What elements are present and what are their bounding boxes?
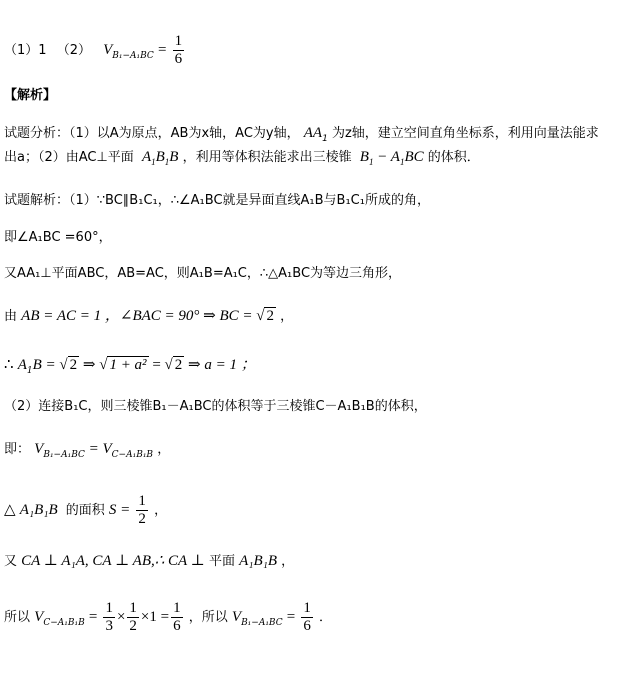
s8-abb: A₁B₁B <box>19 502 58 518</box>
s4-math: AB = AC = 1 ，∠BAC = 90° ⇒ BC = <box>21 308 257 324</box>
analysis-plane: $A_1B_1B$ <box>141 149 179 167</box>
solution-line-10 <box>4 600 332 635</box>
answer-fraction-denominator: 6 <box>174 51 183 67</box>
s4-end: ， <box>280 309 294 324</box>
s10-mid: ，所以 <box>188 610 228 625</box>
s10-frac-1: $\frac{1}{3}$ <box>105 600 113 634</box>
s9-end: ， <box>281 554 295 569</box>
s10-frac-3: $\frac{1}{6}$ <box>173 600 181 634</box>
s10-sub2: B₁−A₁BC <box>241 618 283 628</box>
answer-part1: （1）1 <box>4 43 47 58</box>
answer-part2-label: （2） <box>56 43 91 58</box>
s7-end: ， <box>157 442 171 457</box>
analysis-line-1 <box>4 123 599 149</box>
solution-line-3: 又AA₁⊥平面ABC，AB=AC，则A₁B=A₁C，∴△A₁BC为等边三角形， <box>4 266 402 281</box>
analysis-text-1a: 试题分析：（1）以A为原点，AB为x轴，AC为y轴， <box>4 126 300 141</box>
solution-line-7 <box>4 439 170 465</box>
s5-arrow-1: ⇒ <box>79 357 100 373</box>
s10-v2: V <box>231 609 242 625</box>
jiexi-heading: 【解析】 <box>4 88 57 103</box>
s10-frac-4: $\frac{1}{6}$ <box>303 600 311 634</box>
answer-equals: = <box>157 42 167 58</box>
s4-prefix: 由 <box>4 309 18 324</box>
s8-s: S = <box>108 502 131 518</box>
solution-line-2: 即∠A₁BC =60°， <box>4 230 112 245</box>
s5-sqrt-2: √ 1 + a² <box>99 357 147 373</box>
answer-fraction <box>173 33 185 68</box>
answer-fraction-numerator: 1 <box>174 33 183 49</box>
s5-sqrt-1: √ 2 <box>59 357 78 373</box>
analysis-text-2b: ，利用等体积法能求出三棱锥 <box>182 150 352 165</box>
s5-end: ⇒ a = 1 ； <box>184 357 256 373</box>
s5-eq: = <box>148 357 165 373</box>
s8-fraction: $\frac{1}{2}$ <box>138 493 146 527</box>
analysis-line-2 <box>4 147 480 172</box>
s10-prefix: 所以 <box>4 610 31 625</box>
answer-volume-symbol: V <box>103 42 113 58</box>
solution-line-9 <box>4 551 294 572</box>
analysis-text-2c: 的体积． <box>427 150 480 165</box>
s10-eq2: = <box>286 609 296 625</box>
s5-prefix: ∴ <box>4 357 14 373</box>
s10-v: V <box>34 609 44 625</box>
s7-sub2: C−A₁B₁B <box>111 450 154 460</box>
s10-times-2: ×1 = <box>140 609 170 625</box>
s10-times-1: × <box>116 609 126 625</box>
s4-sqrt: √ 2 <box>256 308 274 324</box>
s9-plane: 平面 <box>208 554 235 569</box>
s10-eq: = <box>88 609 98 625</box>
solution-line-6: （2）连接B₁C，则三棱锥B₁－A₁BC的体积等于三棱锥C－A₁B₁B的体积， <box>4 399 427 414</box>
s7-sub1: B₁−A₁BC <box>43 450 85 460</box>
s9-abb: A₁B₁B <box>239 553 278 569</box>
solution-line-4 <box>4 306 293 327</box>
s10-sub: C−A₁B₁B <box>43 618 85 628</box>
analysis-text-2a: 出a；（2）由AC⊥平面 <box>4 150 134 165</box>
s5-b: B = <box>32 357 60 373</box>
solution-line-1: 试题解析：（1）∵BC∥B₁C₁，∴∠A₁BC就是异面直线A₁B与B₁C₁所成的角， <box>4 193 430 208</box>
analysis-pyramid: $B_1 - A_1BC$ <box>359 149 424 167</box>
s5-a: A <box>17 357 27 373</box>
s10-frac-2: $\frac{1}{2}$ <box>129 600 137 634</box>
answer-volume-subscript: B₁−A₁BC <box>112 51 154 61</box>
s7-v1: V <box>34 441 44 457</box>
analysis-aa1-sub: 1 <box>322 134 328 144</box>
solution-line-5: ∴ $A_1B$ = √ 2 ⇒ √ 1 + a² = √ 2 ⇒ a = 1 ； <box>4 357 256 376</box>
solution-line-8 <box>4 493 167 528</box>
s9-prefix: 又 <box>4 554 18 569</box>
s5-sqrt-3: √ 2 <box>164 357 183 373</box>
analysis-text-1b: 为z轴，建立空间直角坐标系，利用向量法能求 <box>331 126 599 141</box>
s9-math: CA ⊥ A₁A, CA ⊥ AB,∴ CA ⊥ <box>21 553 205 569</box>
s8-triangle: △ <box>4 502 16 518</box>
s7-prefix: 即： <box>4 442 31 457</box>
answer-line <box>4 33 186 68</box>
s8-end: ， <box>154 503 168 518</box>
s10-end: ． <box>319 610 333 625</box>
s7-eq: = V <box>84 441 112 457</box>
analysis-aa1: AA <box>303 125 323 141</box>
s8-mid: 的面积 <box>65 503 105 518</box>
